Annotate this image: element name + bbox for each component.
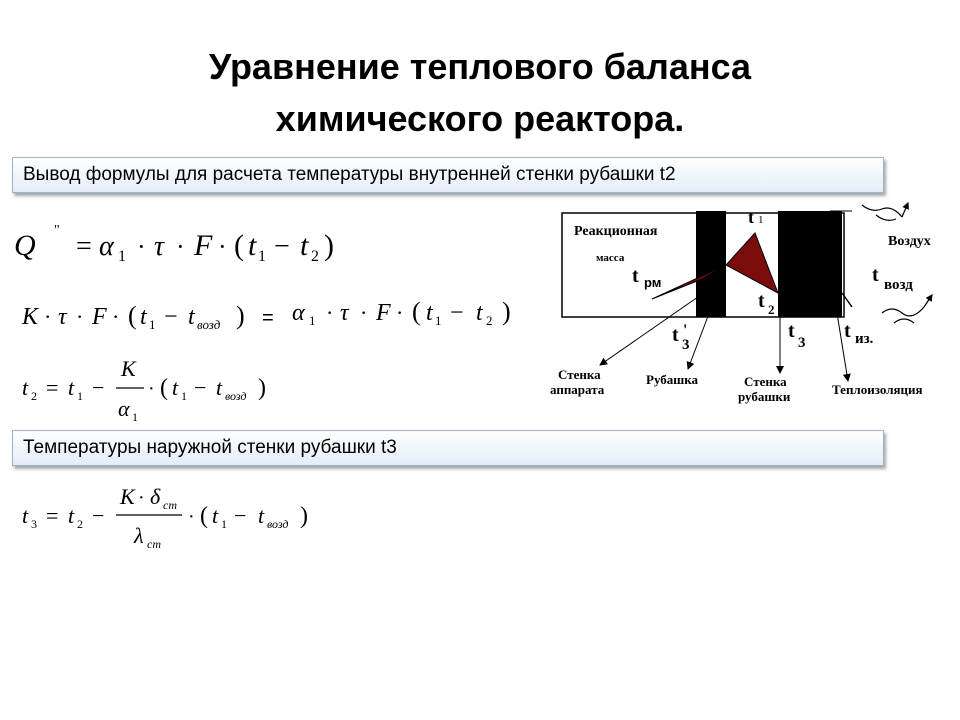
eq4-t3-sub: 3 [31, 517, 37, 531]
t3-label: t [788, 320, 795, 342]
eq4-dot: · [138, 487, 145, 509]
eq1-alpha-sub: 1 [118, 248, 126, 265]
eq1-dot-3: · [218, 232, 227, 261]
eq4-K: K [120, 484, 135, 509]
eq1-t2: t [300, 229, 309, 262]
eq4-lparen: ( [200, 503, 208, 529]
t3-sub: 3 [798, 335, 806, 351]
title-line-2: химического реактора. [275, 98, 685, 139]
eq3-t1-b-sub: 1 [181, 389, 187, 403]
air-label: Воздух [888, 234, 931, 249]
equation-t2 [22, 350, 282, 435]
eq3-t2-sub: 2 [31, 389, 37, 403]
t-iz-label: t [844, 320, 851, 342]
eq2-equals: = [262, 307, 274, 329]
eq2-dot-4: · [326, 300, 334, 325]
eq2-t1-b-sub: 1 [435, 313, 442, 328]
eq3-t-vozd: t [216, 375, 223, 400]
eq4-t1-sub: 1 [221, 517, 227, 531]
eq2-t1-b: t [426, 300, 433, 326]
equation-heat-flux [14, 220, 354, 275]
eq1-Q: Q [14, 229, 36, 262]
eq2-dot-2: · [76, 304, 84, 329]
eq3-t2: t [22, 375, 29, 400]
insulation-label: Теплоизоляция [832, 382, 923, 397]
eq2-minus: − [164, 304, 178, 330]
air-arrow-icon-bottom [924, 295, 932, 307]
t3-prime-sub: 3 [682, 337, 690, 353]
eq2-dot-6: · [396, 300, 404, 325]
eq4-t1: t [212, 503, 219, 528]
equation-t3 [22, 480, 322, 565]
t3-prime-mark: ' [683, 322, 688, 339]
jacket-wall [778, 211, 842, 317]
reactor-wall-diagram-svg [540, 195, 960, 410]
eq2-tau: τ [58, 304, 67, 330]
eq2-t2: t [476, 300, 483, 326]
eq4-t-vozd: t [258, 503, 265, 528]
eq3-t1-b: t [172, 375, 179, 400]
eq4-t-vozd-sub: возд [267, 517, 289, 531]
eq2-F-2: F [376, 300, 391, 326]
t-rm-sub: рм [644, 275, 662, 290]
banner-inner-wall-formula: Вывод формулы для расчета температуры внутренней стенки рубашки t2 [12, 157, 884, 193]
t1-label: t [748, 207, 754, 227]
eq4-t3: t [22, 503, 29, 528]
eq3-rparen: ) [258, 375, 266, 401]
eq3-equals: = [46, 375, 59, 400]
pointer-insulation [836, 307, 848, 381]
eq1-dot-2: · [176, 232, 185, 261]
equation-heat-flux-svg [14, 220, 354, 270]
eq2-t-vozd: t [188, 304, 195, 330]
eq2-rparen-2: ) [502, 297, 511, 326]
eq3-alpha-sub: 1 [132, 410, 138, 424]
eq3-alpha: α [118, 396, 130, 421]
t-rm-label: t [632, 265, 639, 287]
eq3-K: K [121, 356, 136, 381]
eq4-t2: t [68, 503, 75, 528]
jacket-wall-label: Стенка [744, 374, 787, 389]
eq4-delta: δ [150, 484, 161, 509]
t2-sub: 2 [768, 302, 775, 317]
t-iz-sub: из. [855, 331, 874, 347]
eq2-minus-2: − [450, 300, 464, 326]
eq1-alpha: α [99, 231, 114, 262]
equation-t2-svg [22, 350, 282, 430]
eq3-dot: · [148, 378, 155, 400]
eq1-t1-sub: 1 [258, 248, 266, 265]
eq4-dot-2: · [188, 506, 195, 528]
eq2-alpha-sub: 1 [309, 313, 316, 328]
equation-balance [22, 292, 532, 341]
eq1-t2-sub: 2 [311, 248, 319, 265]
title-line-1: Уравнение теплового баланса [208, 46, 752, 87]
eq4-equals: = [46, 503, 59, 528]
eq3-t1-sub: 1 [77, 389, 83, 403]
eq2-t1: t [140, 304, 147, 330]
eq1-rparen: ) [324, 229, 334, 262]
eq4-lambda: λ [134, 523, 144, 548]
eq3-minus: − [92, 375, 105, 400]
eq4-rparen: ) [300, 503, 308, 529]
eq3-lparen: ( [160, 375, 168, 401]
t-vozd-sub: возд [884, 277, 913, 293]
eq1-double-prime: " [54, 223, 60, 238]
eq2-K: K [22, 304, 39, 330]
air-wave-icon-bottom [882, 307, 924, 323]
eq4-minus: − [92, 503, 105, 528]
eq2-t2-sub: 2 [486, 313, 493, 328]
eq1-dot-1: · [137, 232, 146, 261]
reaction-mass-label-2: масса [596, 252, 625, 264]
equation-t3-svg [22, 480, 322, 560]
t3-prime-label: t [672, 324, 679, 346]
eq2-t-vozd-sub: возд [197, 317, 221, 332]
eq2-rparen: ) [236, 301, 245, 330]
jacket-wall-label-2: рубашки [738, 389, 791, 404]
eq2-t1-sub: 1 [149, 317, 156, 332]
eq3-minus-2: − [194, 375, 207, 400]
eq2-lparen-2: ( [412, 297, 421, 326]
banner-outer-wall: Температуры наружной стенки рубашки t3 [12, 430, 884, 466]
eq2-tau-2: τ [340, 300, 349, 326]
eq1-t1: t [248, 229, 257, 262]
eq1-F: F [194, 229, 213, 262]
eq3-t1: t [68, 375, 75, 400]
t-vozd-label: t [872, 264, 879, 286]
eq1-tau: τ [154, 231, 165, 262]
apparatus-wall [696, 211, 726, 317]
wall-apparatus-label-2: аппарата [550, 382, 605, 397]
wall-apparatus-label: Стенка [558, 367, 601, 382]
air-wave-icon-top [862, 205, 902, 220]
jacket-label: Рубашка [646, 372, 699, 387]
eq2-alpha: α [292, 300, 305, 326]
reaction-mass-label: Реакционная [574, 224, 658, 239]
t1-sub: 1 [758, 214, 764, 226]
eq1-equals: = [76, 231, 92, 262]
eq4-delta-sub: ст [163, 498, 177, 512]
eq1-lparen: ( [234, 229, 244, 262]
eq4-t2-sub: 2 [77, 517, 83, 531]
eq3-t-vozd-sub: возд [225, 389, 247, 403]
air-arrow-icon-top [902, 203, 908, 217]
eq2-dot-3: · [112, 304, 120, 329]
eq4-lambda-sub: ст [147, 537, 161, 551]
equation-balance-svg [22, 292, 532, 336]
t2-label: t [758, 290, 765, 312]
eq2-lparen: ( [128, 301, 137, 330]
eq1-minus: − [274, 231, 290, 262]
eq4-minus-2: − [234, 503, 247, 528]
reactor-wall-diagram [540, 195, 960, 415]
eq2-dot-1: · [44, 304, 52, 329]
eq2-F: F [92, 304, 107, 330]
eq2-dot-5: · [360, 300, 368, 325]
